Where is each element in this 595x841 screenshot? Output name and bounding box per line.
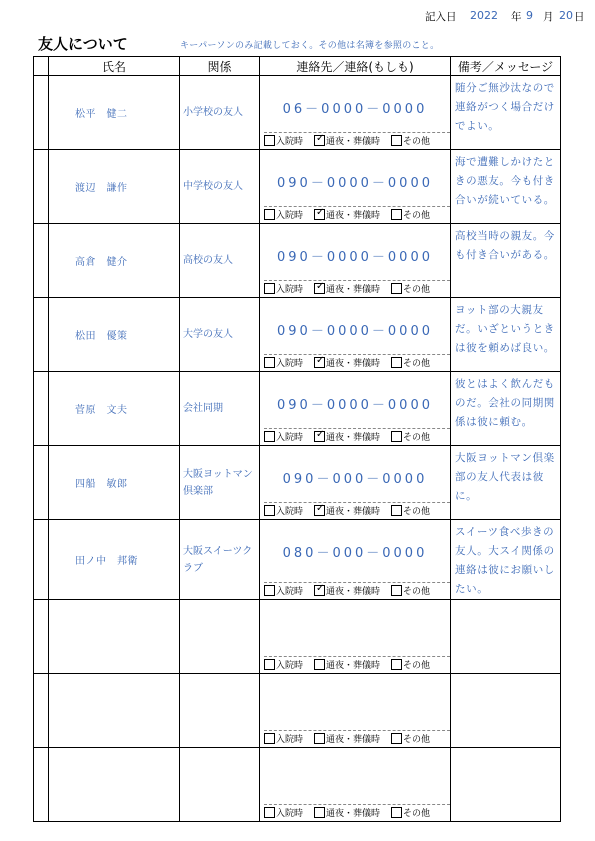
- column-header-memo: 備考／メッセージ: [451, 57, 561, 76]
- index-cell: [34, 150, 49, 224]
- option-label: 入院時: [276, 735, 304, 745]
- contact-timing-options: [264, 730, 450, 746]
- checkbox[interactable]: [264, 209, 275, 220]
- checkbox[interactable]: [314, 135, 325, 146]
- friend-name[interactable]: 渡辺 謙作: [49, 150, 180, 224]
- option-label: 入院時: [276, 137, 304, 147]
- contact-option[interactable]: [264, 208, 303, 221]
- contact-cell: [260, 150, 451, 224]
- friend-name[interactable]: 松田 優策: [49, 298, 180, 372]
- contact-option[interactable]: [391, 504, 430, 517]
- table-header-row: [34, 57, 561, 76]
- checkbox[interactable]: [314, 431, 325, 442]
- table-row: [34, 446, 561, 520]
- option-label: その他: [403, 359, 431, 369]
- table-row: [34, 748, 561, 822]
- option-label: 入院時: [276, 359, 304, 369]
- table-row: [34, 600, 561, 674]
- friend-name[interactable]: 松平 健二: [49, 76, 180, 150]
- contact-option[interactable]: [264, 732, 303, 745]
- phone-number[interactable]: 090－0000－0000: [277, 176, 433, 191]
- friend-relation[interactable]: 大阪ヨットマン倶楽部: [180, 446, 260, 520]
- column-header-name: 氏名: [49, 57, 180, 76]
- option-label: その他: [403, 587, 431, 597]
- contact-option[interactable]: [314, 806, 380, 819]
- checkbox[interactable]: [264, 733, 275, 744]
- checkbox[interactable]: [391, 209, 402, 220]
- contact-option[interactable]: [264, 504, 303, 517]
- friend-name[interactable]: 田ノ中 邦衛: [49, 520, 180, 600]
- checkbox[interactable]: [391, 283, 402, 294]
- contact-option[interactable]: [314, 356, 380, 369]
- checkbox[interactable]: [314, 357, 325, 368]
- contact-option[interactable]: [391, 356, 430, 369]
- checkbox[interactable]: [264, 283, 275, 294]
- contact-timing-options: [264, 354, 450, 370]
- index-column-header: [34, 57, 49, 76]
- date-year[interactable]: 2022: [470, 9, 498, 22]
- option-label: 入院時: [276, 285, 304, 295]
- contact-cell: [260, 224, 451, 298]
- checkbox[interactable]: [391, 807, 402, 818]
- friend-relation[interactable]: [180, 748, 260, 822]
- friend-relation[interactable]: 高校の友人: [180, 224, 260, 298]
- contact-cell: [260, 748, 451, 822]
- index-cell: [34, 520, 49, 600]
- option-label: 通夜・葬儀時: [326, 507, 381, 517]
- option-label: その他: [403, 433, 431, 443]
- checkbox[interactable]: [264, 659, 275, 670]
- date-day[interactable]: 20: [559, 9, 573, 22]
- option-label: 通夜・葬儀時: [326, 211, 381, 221]
- option-label: 入院時: [276, 433, 304, 443]
- contact-timing-options: [264, 132, 450, 148]
- checkbox[interactable]: [264, 135, 275, 146]
- option-label: 入院時: [276, 661, 304, 671]
- checkbox[interactable]: [264, 431, 275, 442]
- friend-name[interactable]: 四船 敏郎: [49, 446, 180, 520]
- contact-option[interactable]: [264, 658, 303, 671]
- friend-name[interactable]: [49, 748, 180, 822]
- contact-option[interactable]: [264, 430, 303, 443]
- contact-option[interactable]: [391, 806, 430, 819]
- checkbox[interactable]: [314, 733, 325, 744]
- option-label: その他: [403, 661, 431, 671]
- friend-memo[interactable]: 大阪ヨットマン倶楽部の友人代表は彼に。: [451, 446, 561, 520]
- checkbox[interactable]: [391, 505, 402, 516]
- contact-cell: [260, 76, 451, 150]
- checkbox[interactable]: [264, 585, 275, 596]
- contact-option[interactable]: [264, 282, 303, 295]
- contact-option[interactable]: [314, 208, 380, 221]
- contact-option[interactable]: [391, 134, 430, 147]
- friend-memo[interactable]: 海で遭難しかけたときの悪友。今も付き合いが続いている。: [451, 150, 561, 224]
- checkbox[interactable]: [391, 659, 402, 670]
- checkbox[interactable]: [391, 733, 402, 744]
- contact-timing-options: [264, 502, 450, 518]
- contact-option[interactable]: [314, 282, 380, 295]
- option-label: 通夜・葬儀時: [326, 661, 381, 671]
- table-row: [34, 674, 561, 748]
- date-day-unit: 日: [574, 11, 585, 23]
- checkbox[interactable]: [391, 431, 402, 442]
- friend-memo[interactable]: [451, 600, 561, 674]
- friend-memo[interactable]: [451, 748, 561, 822]
- option-label: 入院時: [276, 211, 304, 221]
- table-row: [34, 298, 561, 372]
- phone-number[interactable]: 090－0000－0000: [277, 324, 433, 339]
- contact-option[interactable]: [391, 584, 430, 597]
- contact-option[interactable]: [264, 134, 303, 147]
- checkbox[interactable]: [264, 357, 275, 368]
- friend-relation[interactable]: 大阪スイーツクラブ: [180, 520, 260, 600]
- checkbox[interactable]: [314, 585, 325, 596]
- option-label: その他: [403, 735, 431, 745]
- friend-name[interactable]: [49, 674, 180, 748]
- phone-number[interactable]: 090－0000－0000: [277, 250, 433, 265]
- option-label: その他: [403, 211, 431, 221]
- checkbox[interactable]: [314, 505, 325, 516]
- contact-option[interactable]: [314, 430, 380, 443]
- friend-relation[interactable]: 会社同期: [180, 372, 260, 446]
- friend-memo[interactable]: [451, 674, 561, 748]
- contact-timing-options: [264, 656, 450, 672]
- contact-option[interactable]: [391, 732, 430, 745]
- contact-cell: [260, 674, 451, 748]
- index-cell: [34, 748, 49, 822]
- table-row: [34, 150, 561, 224]
- phone-number[interactable]: 080－000－0000: [282, 546, 428, 561]
- option-label: その他: [403, 137, 431, 147]
- contact-timing-options: [264, 428, 450, 444]
- checkbox[interactable]: [391, 135, 402, 146]
- index-cell: [34, 298, 49, 372]
- friend-relation[interactable]: 小学校の友人: [180, 76, 260, 150]
- option-label: 入院時: [276, 809, 304, 819]
- contact-cell: [260, 446, 451, 520]
- date-year-unit: 年: [511, 11, 522, 23]
- friend-relation[interactable]: 中学校の友人: [180, 150, 260, 224]
- index-cell: [34, 76, 49, 150]
- contact-option[interactable]: [264, 584, 303, 597]
- phone-number[interactable]: 090－0000－0000: [277, 398, 433, 413]
- contact-option[interactable]: [314, 732, 380, 745]
- checkbox[interactable]: [314, 807, 325, 818]
- contact-option[interactable]: [314, 134, 380, 147]
- contact-timing-options: [264, 206, 450, 222]
- checkbox[interactable]: [264, 505, 275, 516]
- instruction-note: キーパーソンのみ記載しておく。その他は名簿を参照のこと。: [180, 41, 440, 51]
- contact-timing-options: [264, 280, 450, 296]
- checkbox[interactable]: [314, 283, 325, 294]
- option-label: 通夜・葬儀時: [326, 137, 381, 147]
- friend-memo[interactable]: 高校当時の親友。今も付き合いがある。: [451, 224, 561, 298]
- contact-option[interactable]: [264, 806, 303, 819]
- table-row: [34, 224, 561, 298]
- date-month-unit: 月: [543, 11, 554, 23]
- friend-memo[interactable]: スイーツ食べ歩きの友人。大スイ関係の連絡は彼にお願いしたい。: [451, 520, 561, 600]
- checkbox[interactable]: [314, 659, 325, 670]
- contact-cell: [260, 298, 451, 372]
- friend-name[interactable]: [49, 600, 180, 674]
- contact-option[interactable]: [264, 356, 303, 369]
- contact-cell: [260, 600, 451, 674]
- friend-memo[interactable]: ヨット部の大親友だ。いざというときは彼を頼めば良い。: [451, 298, 561, 372]
- contact-option[interactable]: [314, 584, 380, 597]
- contact-option[interactable]: [391, 658, 430, 671]
- friend-relation[interactable]: [180, 600, 260, 674]
- option-label: 通夜・葬儀時: [326, 359, 381, 369]
- column-header-contact: 連絡先／連絡(もしも): [260, 57, 451, 76]
- phone-number[interactable]: 090－000－0000: [282, 472, 428, 487]
- index-cell: [34, 600, 49, 674]
- page-title: 友人について: [38, 35, 128, 53]
- contact-option[interactable]: [391, 208, 430, 221]
- index-cell: [34, 674, 49, 748]
- contact-option[interactable]: [314, 658, 380, 671]
- contact-option[interactable]: [314, 504, 380, 517]
- checkbox[interactable]: [314, 209, 325, 220]
- phone-number[interactable]: 06－0000－0000: [282, 102, 428, 117]
- index-cell: [34, 446, 49, 520]
- contact-timing-options: [264, 804, 450, 820]
- table-row: [34, 372, 561, 446]
- option-label: 通夜・葬儀時: [326, 735, 381, 745]
- table-row: [34, 520, 561, 600]
- table-row: [34, 76, 561, 150]
- option-label: 通夜・葬儀時: [326, 433, 381, 443]
- contact-cell: [260, 520, 451, 600]
- friend-name[interactable]: 高倉 健介: [49, 224, 180, 298]
- column-header-relation: 関係: [180, 57, 260, 76]
- option-label: その他: [403, 809, 431, 819]
- contact-cell: [260, 372, 451, 446]
- date-month[interactable]: 9: [526, 9, 533, 22]
- friends-table: [33, 56, 561, 822]
- checkbox[interactable]: [391, 585, 402, 596]
- option-label: 入院時: [276, 587, 304, 597]
- friend-memo[interactable]: 随分ご無沙汰なので連絡がつく場合だけでよい。: [451, 76, 561, 150]
- friend-relation[interactable]: [180, 674, 260, 748]
- option-label: その他: [403, 285, 431, 295]
- option-label: 通夜・葬儀時: [326, 809, 381, 819]
- contact-option[interactable]: [391, 282, 430, 295]
- index-cell: [34, 224, 49, 298]
- contact-option[interactable]: [391, 430, 430, 443]
- date-label: 記入日: [425, 11, 457, 23]
- option-label: その他: [403, 507, 431, 517]
- checkbox[interactable]: [264, 807, 275, 818]
- option-label: 通夜・葬儀時: [326, 587, 381, 597]
- checkbox[interactable]: [391, 357, 402, 368]
- friend-memo[interactable]: 彼とはよく飲んだものだ。会社の同期関係は彼に頼む。: [451, 372, 561, 446]
- friend-relation[interactable]: 大学の友人: [180, 298, 260, 372]
- option-label: 通夜・葬儀時: [326, 285, 381, 295]
- option-label: 入院時: [276, 507, 304, 517]
- friend-name[interactable]: 菅原 文夫: [49, 372, 180, 446]
- index-cell: [34, 372, 49, 446]
- entry-date: [0, 9, 585, 25]
- contact-timing-options: [264, 582, 450, 598]
